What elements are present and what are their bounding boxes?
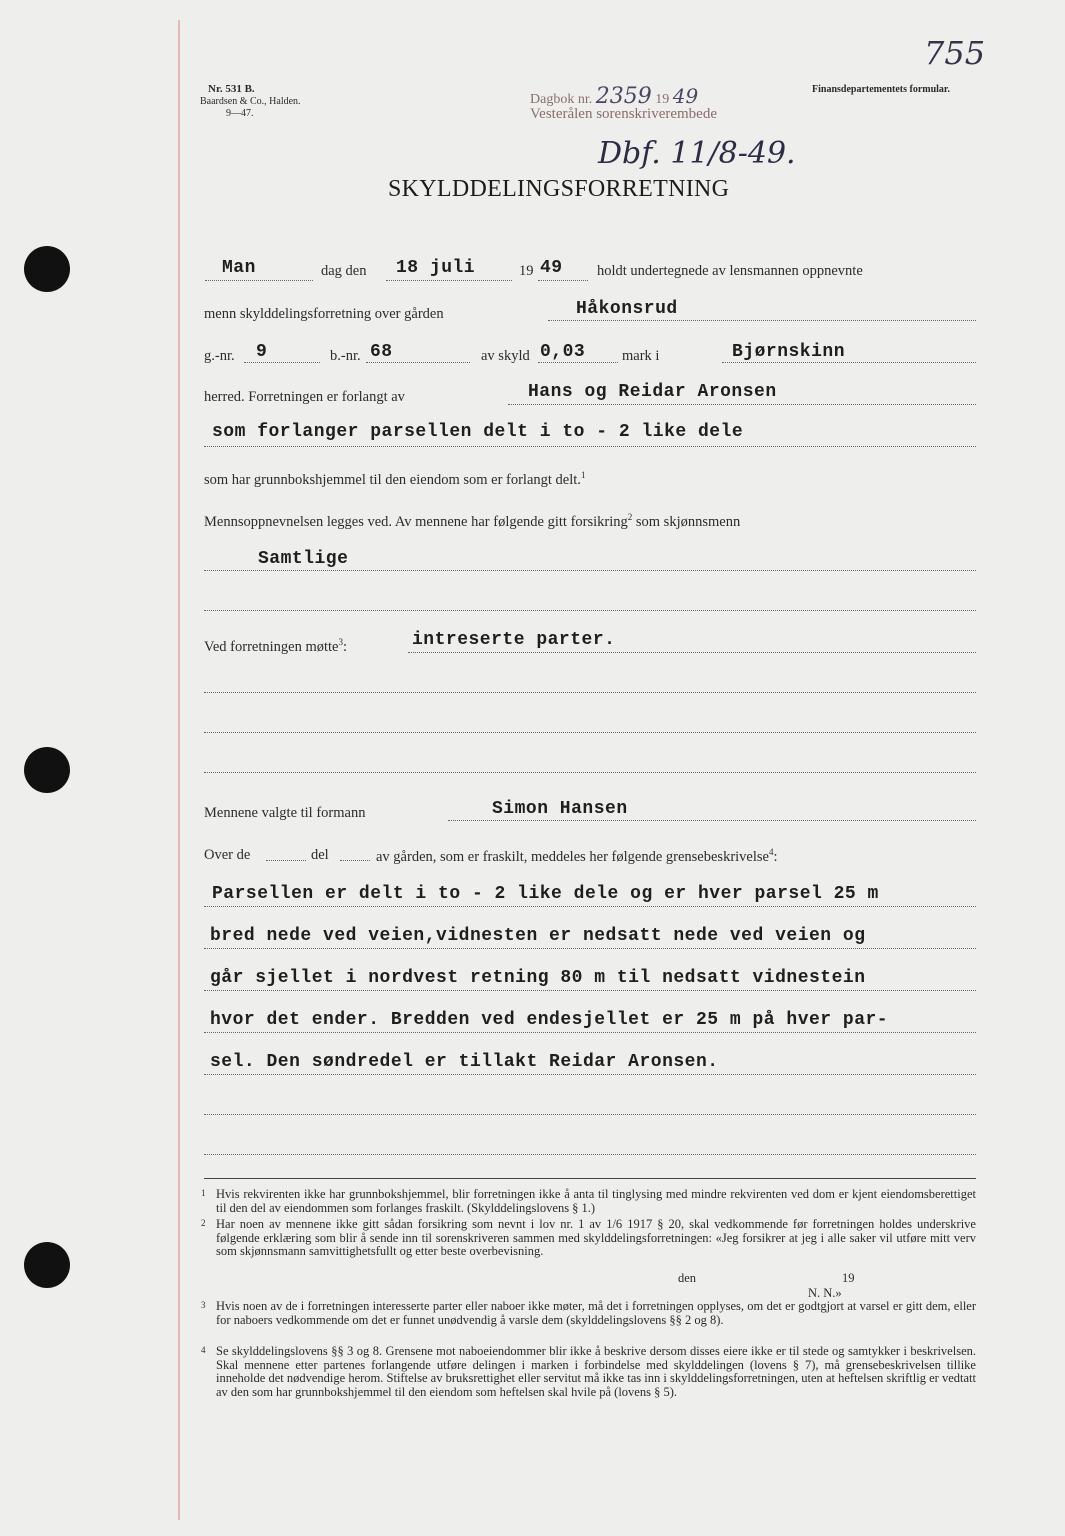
dotted-line <box>266 860 306 861</box>
over-de-label: Over de <box>204 847 251 863</box>
dotted-line <box>408 652 976 653</box>
punch-hole <box>24 246 70 292</box>
footnote-4: Se skylddelingslovens §§ 3 og 8. Grensene mot naboeiendommer blir ikke å beskrive dersom disses eiere ikke er til stede og samtykker i beskrivelsen. Skal mennene etter partenes forlangende utføre delingen i marken i forbindelse med skylddelingen (lovens § 7), må grensebeskrivelsen tillike inneholde det nødvendige herom. Stiftelse av bruksrettighet eller servitut må ikke tas inn i skylddelingsforretningen, uten at heftelsen skriftlig er vedtatt av den som har grunnbokshjemmel til den eiendom som heftelsen skal hvile på (lovens § 5). <box>216 1344 976 1399</box>
year-value: 49 <box>540 258 563 278</box>
dotted-line <box>386 280 512 281</box>
printer-name: Baardsen & Co., Halden. <box>200 96 301 107</box>
motte-text: Ved forretningen møtte$^3$: <box>204 637 348 655</box>
dotted-line <box>538 280 588 281</box>
dag-den-label: dag den <box>321 263 367 279</box>
ministry-form-label: Finansdepartementets formular. <box>812 84 950 95</box>
menns-text: Mennsoppnevnelsen legges ved. Av mennene har følgende gitt forsikring$^2$ som skjønnsmenn <box>204 512 741 530</box>
punch-hole <box>24 747 70 793</box>
dotted-line <box>204 1154 976 1155</box>
dotted-line <box>204 446 976 447</box>
footnote-number: 1 <box>201 1188 206 1198</box>
dagbok-label: Dagbok nr. <box>530 92 593 107</box>
dotted-line <box>204 1032 976 1033</box>
farm-value: Håkonsrud <box>576 299 678 319</box>
requester-value: Hans og Reidar Aronsen <box>528 382 777 402</box>
bnr-label: b.-nr. <box>330 348 361 364</box>
del-label: del <box>311 847 329 863</box>
description-line: Parsellen er delt i to - 2 like dele og er hver parsel 25 m <box>212 884 879 904</box>
dotted-line <box>722 362 976 363</box>
form-number: Nr. 531 B. <box>208 83 255 95</box>
footnote-2: Har noen av mennene ikke gitt sådan forsikring som nevnt i lov nr. 1 av 1/6 1917 § 20, skal vedkommende før forretningen holdes underskrive følgende erklæring som blir å sende inn til sorenskriveren sammen med skylddelingsforretningen: «Jeg forsikrer at jeg i alle saker vil utføre mitt verv som skjønnsmann samvittighetsfullt og etter beste overbevisning. <box>216 1217 976 1259</box>
request-line: som forlanger parsellen delt i to - 2 like dele <box>212 422 744 442</box>
dotted-line <box>204 906 976 907</box>
skyld-value: 0,03 <box>540 342 586 362</box>
dotted-line <box>204 948 976 949</box>
dagbok-number: 2359 <box>595 84 652 109</box>
dotted-line <box>340 860 370 861</box>
bnr-value: 68 <box>370 342 393 362</box>
formann-text: Mennene valgte til formann <box>204 805 366 821</box>
dotted-line <box>204 732 976 733</box>
punch-hole <box>24 1242 70 1288</box>
dotted-line <box>508 404 976 405</box>
holdt-text: holdt undertegnede av lensmannen oppnevnte <box>597 263 863 279</box>
footnote-2-year: 19 <box>842 1271 855 1285</box>
formann-value: Simon Hansen <box>492 799 628 819</box>
description-line: sel. Den søndredel er tillakt Reidar Aronsen. <box>210 1052 719 1072</box>
description-line: hvor det ender. Bredden ved endesjellet er 25 m på hver par- <box>210 1010 889 1030</box>
motte-answer: intreserte parter. <box>412 630 616 650</box>
print-date: 9—47. <box>226 108 254 119</box>
gnr-label: g.-nr. <box>204 348 235 364</box>
date-value: 18 juli <box>396 258 476 278</box>
dagbok-year-prefix: 19 <box>655 92 670 107</box>
footnote-number: 3 <box>201 1300 206 1310</box>
footnote-number: 4 <box>201 1345 206 1355</box>
office-stamp: Vesterålen sorenskriverembede <box>530 106 718 122</box>
margin-line <box>178 20 180 1520</box>
municipality-value: Bjørnskinn <box>732 342 846 362</box>
description-line: går sjellet i nordvest retning 80 m til nedsatt vidnestein <box>210 968 866 988</box>
dotted-line <box>366 362 470 363</box>
menn-text: menn skylddelingsforretning over gården <box>204 306 444 322</box>
footnote-1: Hvis rekvirenten ikke har grunnbokshjemmel, blir forretningen ikke å anta til tinglysing med mindre rekvirenten ved dom er kjent eiendomsberettiget til den del av eiendommen som forlanges fraskilt. (Skylddelingslovens § 1.) <box>216 1187 976 1215</box>
gnr-value: 9 <box>256 342 268 362</box>
dotted-line <box>205 280 313 281</box>
dotted-line <box>204 610 976 611</box>
footnote-3: Hvis noen av de i forretningen interesserte parter eller naboer ikke møter, må det i forretningen opplyses, om det er godtgjort at varsel er gitt dem, eller for naboers vedkommende om det er funnet unødvendig å varsle dem (skylddelingslovens §§ 2 og 8). <box>216 1299 976 1327</box>
forsikring-answer: Samtlige <box>258 549 349 569</box>
footnote-2-signature: N. N.» <box>808 1286 842 1300</box>
page-number: 755 <box>924 34 986 72</box>
skyld-label: av skyld <box>481 348 530 364</box>
herred-text: herred. Forretningen er forlangt av <box>204 389 405 405</box>
hjemmel-text: som har grunnbokshjemmel til den eiendom som er forlangt delt.$^1$ <box>204 470 586 488</box>
dotted-line <box>204 570 976 571</box>
dotted-line <box>244 362 320 363</box>
dotted-line <box>204 772 976 773</box>
document-title: SKYLDDELINGSFORRETNING <box>388 176 730 202</box>
footnote-2-den: den <box>678 1271 697 1285</box>
dotted-line <box>204 692 976 693</box>
registered-note: Dbf. 11/8-49. <box>598 136 796 171</box>
weekday-value: Man <box>222 258 256 278</box>
footnote-number: 2 <box>201 1218 206 1228</box>
mark-label: mark i <box>622 348 660 364</box>
dotted-line <box>538 362 618 363</box>
dotted-line <box>204 1074 976 1075</box>
year-prefix: 19 <box>519 263 534 279</box>
dotted-line <box>204 990 976 991</box>
dotted-line <box>448 820 976 821</box>
footnote-rule <box>204 1178 976 1179</box>
grense-text: av gården, som er fraskilt, meddeles her følgende grensebeskrivelse$^4$: <box>376 847 778 865</box>
dotted-line <box>548 320 976 321</box>
dagbok-year: 49 <box>672 84 699 108</box>
dotted-line <box>204 1114 976 1115</box>
description-line: bred nede ved veien,vidnesten er nedsatt nede ved veien og <box>210 926 866 946</box>
